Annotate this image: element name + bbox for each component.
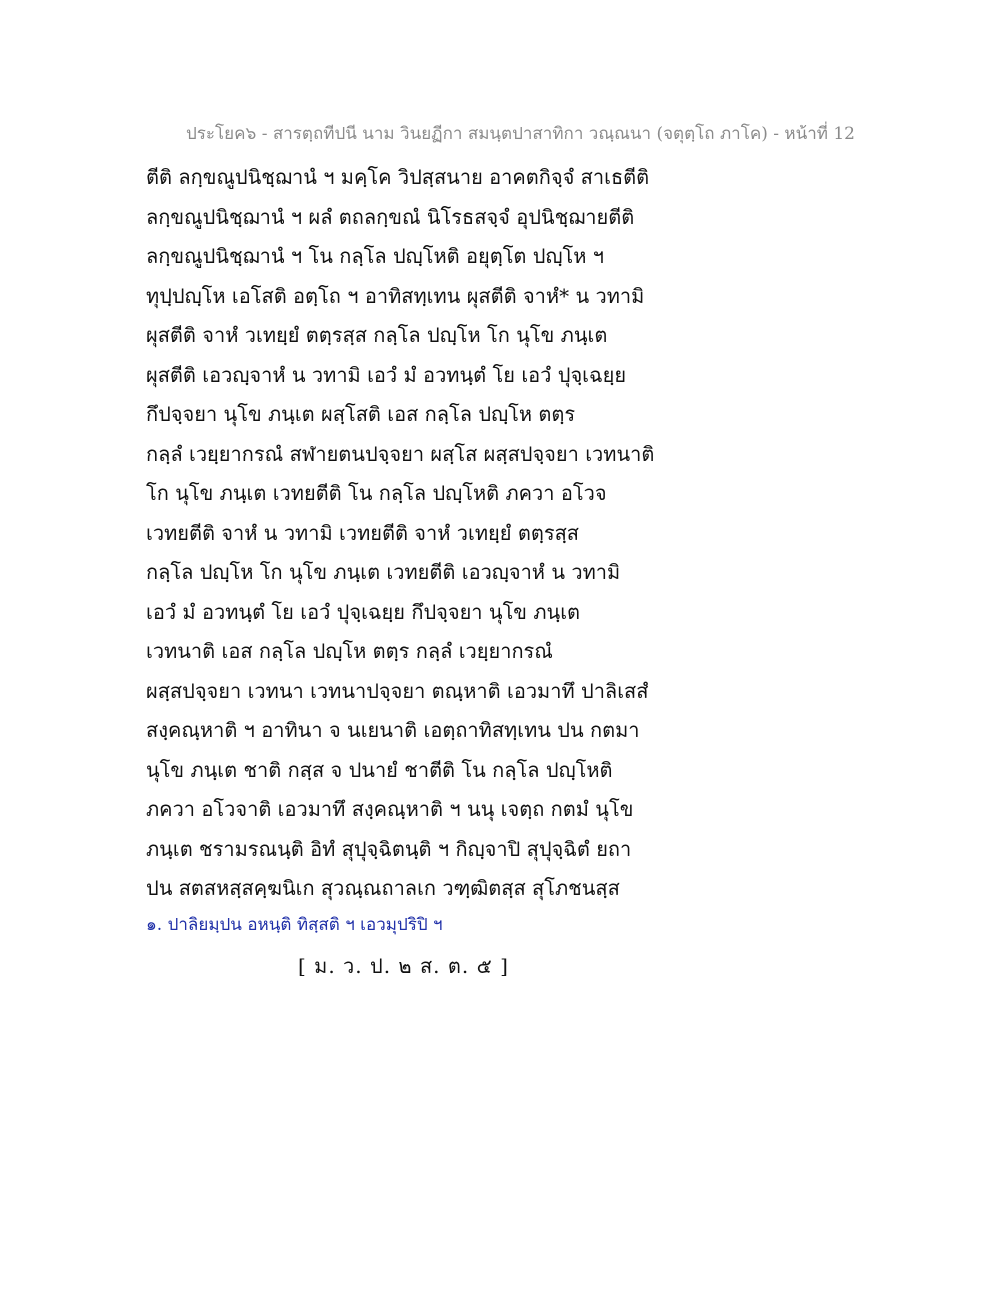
body-line: เวทยตีติ จาหํ น วทามิ เวทยตีติ จาหํ วเทยฺยํ ตตฺรสฺส	[146, 520, 579, 545]
footnote: ๑. ปาลิยมฺปน อหนฺติ ทิสฺสติ ฯ เอวมุปริปิ ฯ	[146, 915, 443, 935]
body-line: ภนฺเต ชรามรณนฺติ อิทํ สุปุจฺฉิตนฺติ ฯ กิญฺจาปิ สุปุจฺฉิตํ ยถา	[146, 836, 632, 861]
body-line: โก นุโข ภนฺเต เวทยตีติ โน กลฺโล ปญฺโหติ ภควา อโวจ	[146, 481, 607, 505]
body-line: ทุปฺปญฺโห เอโสติ อตฺโถ ฯ อาทิสทฺเทน ผุสตีติ จาหํ* น วทามิ	[146, 283, 645, 308]
page-header: ประโยค๖ - สารตฺถทีปนี นาม วินยฏีกา สมนฺตปาสาทิกา วณฺณนา (จตุตฺโถ ภาโค) - หน้าที่ 12	[186, 124, 855, 144]
body-line: ผุสตีติ จาหํ วเทยฺยํ ตตฺรสฺส กลฺโล ปญฺโห โก นุโข ภนฺเต	[146, 323, 608, 347]
body-line: เวทนาติ เอส กลฺโล ปญฺโห ตตฺร กลฺลํ เวยฺยากรณํ	[146, 639, 553, 663]
body-line: กลฺลํ เวยฺยากรณํ สฬายตนปจฺจยา ผสฺโส ผสฺสปจฺจยา เวทนาติ	[146, 441, 655, 466]
source-reference: [ ม. ว. ป. ๒ ส. ต. ๕ ]	[298, 954, 509, 978]
body-line: ลกฺขณูปนิชฺฌานํ ฯ โน กลฺโล ปญฺโหติ อยุตฺโต ปญฺโห ฯ	[146, 244, 605, 268]
body-line: สงฺคณฺหาติ ฯ อาทินา จ นเยนาติ เอตฺถาทิสทฺเทน ปน กตมา	[146, 718, 640, 742]
body-line: ตีติ ลกฺขณูปนิชฺฌานํ ฯ มคฺโค วิปสฺสนาย อาคตกิจฺจํ สาเธตีติ	[146, 165, 650, 189]
body-line: เอวํ มํ อวทนฺตํ โย เอวํ ปุจฺเฉยฺย กึปจฺจยา นุโข ภนฺเต	[146, 599, 581, 624]
body-line: ผุสตีติ เอวญฺจาหํ น วทามิ เอวํ มํ อวทนฺตํ โย เอวํ ปุจฺเฉยฺย	[146, 362, 627, 387]
body-line: ผสฺสปจฺจยา เวทนา เวทนาปจฺจยา ตณฺหาติ เอวมาทึ ปาลิเสสํ	[146, 678, 649, 703]
body-line: ลกฺขณูปนิชฺฌานํ ฯ ผลํ ตถลกฺขณํ นิโรธสจฺจํ อุปนิชฺฌายตีติ	[146, 204, 635, 229]
body-line: กลฺโล ปญฺโห โก นุโข ภนฺเต เวทยตีติ เอวญฺจาหํ น วทามิ	[146, 560, 621, 584]
body-text	[146, 158, 666, 909]
body-line: นุโข ภนฺเต ชาติ กสฺส จ ปนายํ ชาตีติ โน กลฺโล ปญฺโหติ	[146, 757, 613, 782]
body-line: กึปจฺจยา นุโข ภนฺเต ผสฺโสติ เอส กลฺโล ปญฺโห ตตฺร	[146, 402, 576, 426]
body-line: ภควา อโวจาติ เอวมาทึ สงฺคณฺหาติ ฯ นนุ เจตฺถ กตมํ นุโข	[146, 797, 634, 821]
body-line: ปน สตสหสฺสคฺฆนิเก สุวณฺณถาลเก วฑฺฒิตสฺส สุโภชนสฺส	[146, 876, 620, 900]
